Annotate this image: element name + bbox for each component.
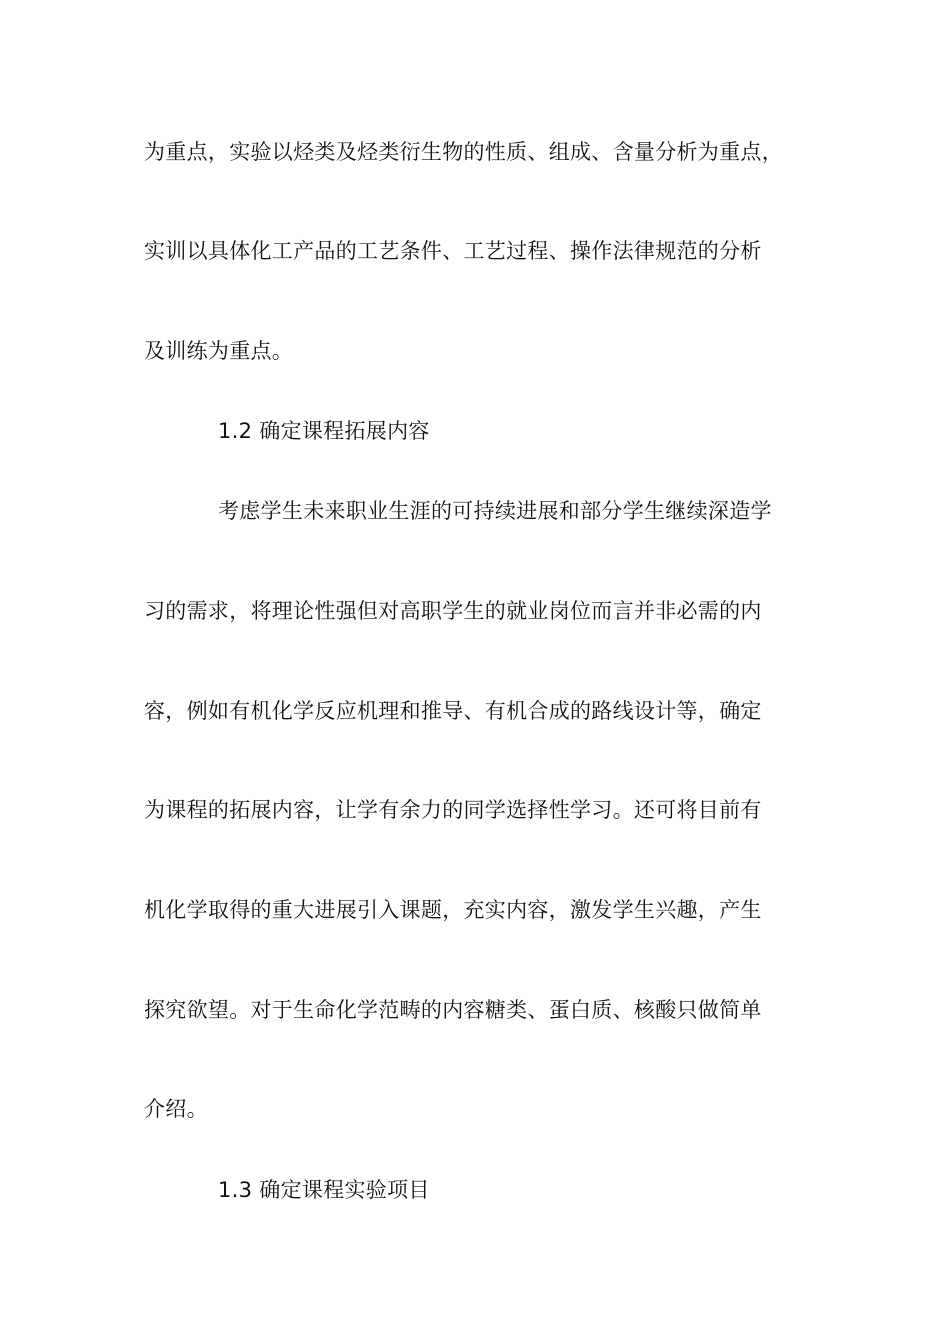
paragraph-line: 为重点，实验以烃类及烃类衍生物的性质、组成、含量分析为重点， [144,140,783,164]
section-heading: 1.3 确定课程实验项目 [218,1178,430,1202]
paragraph-line: 机化学取得的重大进展引入课题，充实内容，激发学生兴趣，产生 [144,898,762,922]
paragraph-line: 及训练为重点。 [144,339,294,363]
paragraph-line: 探究欲望。对于生命化学范畴的内容糖类、蛋白质、核酸只做简单 [144,998,762,1022]
paragraph-line: 容，例如有机化学反应机理和推导、有机合成的路线设计等，确定 [144,699,762,723]
paragraph-line: 为课程的拓展内容，让学有余力的同学选择性学习。还可将目前有 [144,798,762,822]
paragraph-line: 实训以具体化工产品的工艺条件、工艺过程、操作法律规范的分析 [144,239,762,263]
paragraph-line: 考虑学生未来职业生涯的可持续进展和部分学生继续深造学 [218,499,772,523]
paragraph-line: 习的需求，将理论性强但对高职学生的就业岗位而言并非必需的内 [144,599,762,623]
paragraph-line: 介绍。 [144,1097,208,1121]
section-heading: 1.2 确定课程拓展内容 [218,419,430,443]
